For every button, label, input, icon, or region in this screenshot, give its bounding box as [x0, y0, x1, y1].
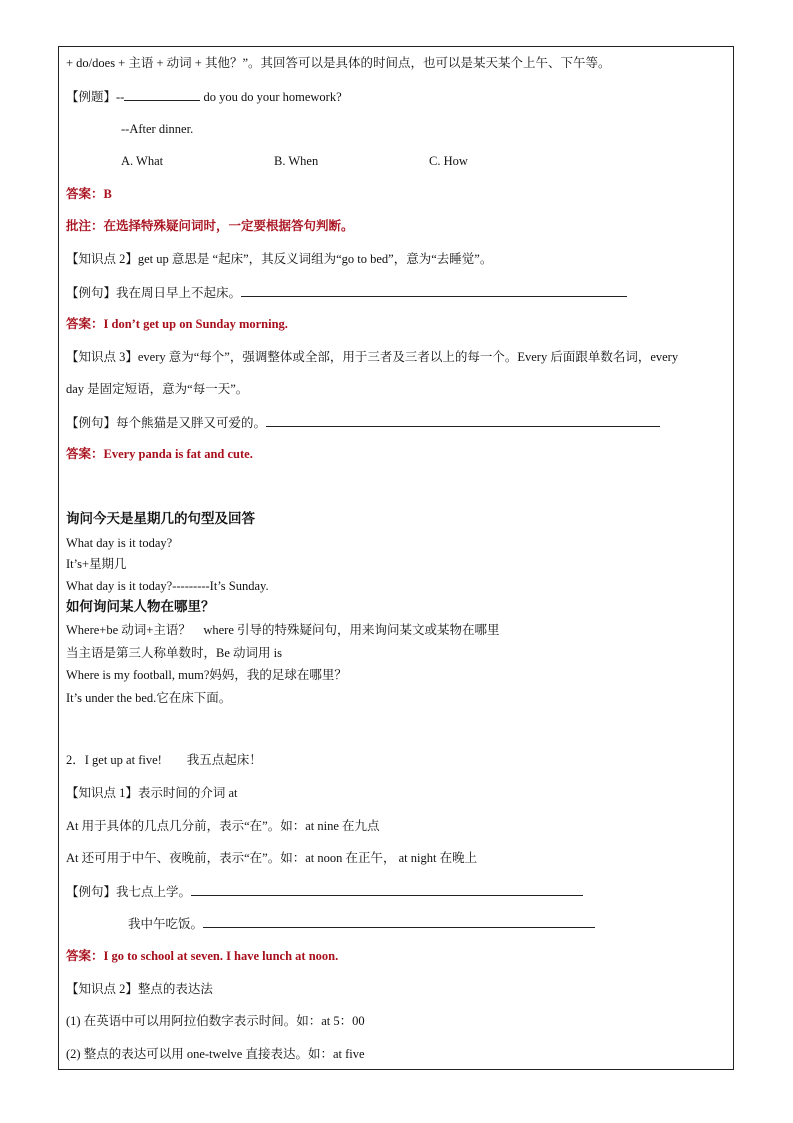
s3-blank-1[interactable]	[191, 883, 583, 896]
answer-1: 答案：B	[66, 187, 112, 201]
kp2-example	[66, 284, 627, 301]
kp2-example-text: 【例句】我在周日早上不起床。	[66, 286, 242, 300]
s3-knowledge-point-2: 【知识点 2】整点的表达法	[66, 982, 213, 996]
heading-where: 如何询问某人物在哪里？	[66, 599, 215, 614]
example-label: 【例题】--	[66, 90, 125, 104]
option-b: B. When	[274, 154, 319, 168]
knowledge-point-2: 【知识点 2】get up 意思是 “起床”，其反义词组为“go to bed”，意为“去睡觉”。	[66, 252, 493, 266]
option-c: C. How	[429, 154, 468, 168]
kp3-blank[interactable]	[266, 414, 660, 427]
kp2-blank[interactable]	[241, 284, 627, 297]
intro-line: + do/does + 主语 + 动词 + 其他？”。其回答可以是具体的时间点，也可以是某天某个上午、下午等。	[66, 56, 611, 70]
knowledge-point-3-cont: day 是固定短语，意为“每一天”。	[66, 382, 249, 396]
s3-kp1-line-a: At 用于具体的几点几分前，表示“在”。如：at nine 在九点	[66, 819, 380, 833]
s3-example-1	[66, 883, 583, 900]
kp3-answer: 答案：Every panda is fat and cute.	[66, 447, 253, 461]
s3-blank-2[interactable]	[203, 915, 595, 928]
weekday-line-3: What day is it today?---------It’s Sunday.	[66, 579, 269, 593]
where-line-3: Where is my football, mum?妈妈，我的足球在哪里？	[66, 668, 347, 682]
option-a: A. What	[121, 154, 164, 168]
s3-example-1-text: 我七点上学。	[116, 885, 192, 899]
where-line-2: 当主语是第三人称单数时，Be 动词用 is	[66, 646, 282, 660]
s3-knowledge-point-1: 【知识点 1】表示时间的介词 at	[66, 786, 238, 800]
s3-example-2-text: 我中午吃饭。	[128, 917, 204, 931]
answer-blank[interactable]	[124, 88, 200, 101]
example-response: --After dinner.	[121, 122, 194, 136]
kp2-answer: 答案：I don’t get up on Sunday morning.	[66, 317, 288, 331]
s3-kp2-line-1: (1) 在英语中可以用阿拉伯数字表示时间。如：at 5：00	[66, 1014, 365, 1028]
s3-example-label: 【例句】	[66, 885, 117, 899]
where-line-4: It’s under the bed.它在床下面。	[66, 691, 232, 705]
section-title: 2．I get up at five! 我五点起床！	[66, 753, 262, 767]
s3-answer: 答案：I go to school at seven. I have lunch at noon.	[66, 949, 339, 963]
knowledge-point-3: 【知识点 3】every 意为“每个”，强调整体或全部，用于三者及三者以上的每一个。Every 后面跟单数名词，every	[66, 350, 679, 364]
kp3-example	[66, 414, 660, 431]
weekday-line-1: What day is it today?	[66, 536, 173, 550]
kp3-example-text: 【例句】每个熊猫是又胖又可爱的。	[66, 416, 267, 430]
note: 批注：在选择特殊疑问词时，一定要根据答句判断。	[66, 219, 354, 233]
example-question: do you do your homework?	[203, 90, 342, 104]
s3-kp1-line-b: At 还可用于中午、夜晚前，表示“在”。如：at noon 在正午， at night 在晚上	[66, 851, 478, 865]
s3-example-2	[128, 915, 595, 932]
weekday-line-2: It’s+星期几	[66, 557, 127, 571]
example-question-line	[66, 88, 342, 105]
where-line-1: Where+be 动词+主语？ where 引导的特殊疑问句，用来询问某文或某物在哪里	[66, 623, 500, 637]
heading-weekday: 询问今天是星期几的句型及回答	[66, 511, 255, 526]
s3-kp2-line-2: (2) 整点的表达可以用 one-twelve 直接表达。如：at five	[66, 1047, 365, 1061]
